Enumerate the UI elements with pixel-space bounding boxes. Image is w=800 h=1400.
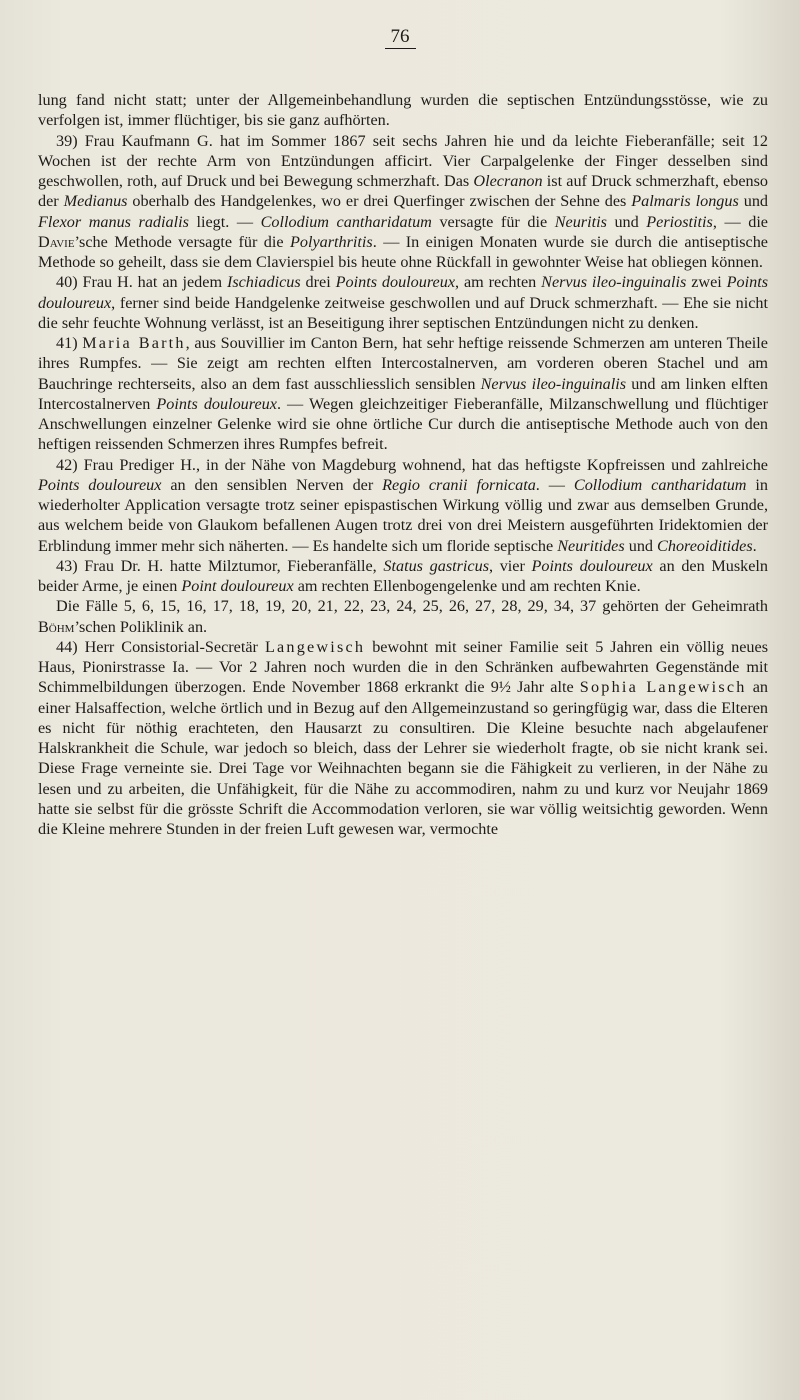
paragraph: lung fand nicht statt; unter der Allgemeinbehandlung wurden die septischen Entzündungsstösse, wie zu verfolgen ist, immer flüchtiger, bis sie ganz aufhörten. [38,91,768,130]
page-body-text [38,90,768,839]
paragraph: Die Fälle 5, 6, 15, 16, 17, 18, 19, 20, 21, 22, 23, 24, 25, 26, 27, 28, 29, 34, 37 gehörten der Geheimrath Böhm’schen Poliklinik an. [38,597,768,636]
paragraph: 42) Frau Prediger H., in der Nähe von Magdeburg wohnend, hat das heftigste Kopfreissen und zahlreiche Points douloureux an den sensiblen Nerven der Regio cranii fornicata. — Collodium cantharidatum in wiederholter Application versagte trotz seiner epispastischen Wirkung völlig und zwar aus demselben Grunde, aus welchem beide von Glaukom befallenen Augen trotz drei von drei Meistern ausgeführten Iridektomien der Erblindung immer mehr sich näherten. — Es handelte sich um floride septische Neuritides und Choreoiditides. [38,455,769,555]
paragraph: 40) Frau H. hat an jedem Ischiadicus drei Points douloureux, am rechten Nervus ileo-inguinalis zwei Points douloureux, ferner sind beide Handgelenke zeitweise geschwollen und auf Druck schmerzhaft. — Ehe sie nicht die sehr feuchte Wohnung verlässt, ist an Beseitigung ihrer septischen Entzündungen nicht zu denken. [38,273,769,332]
page-number-text: 76 [385,26,416,49]
paragraph: 39) Frau Kaufmann G. hat im Sommer 1867 seit sechs Jahren hie und da leichte Fieberanfälle; seit 12 Wochen ist der rechte Arm von Entzündungen afficirt. Vier Carpalgelenke der Finger desselben sind geschwollen, roth, auf Druck und bei Bewegung schmerzhaft. Das Olecranon ist auf Druck schmerzhaft, ebenso der Medianus oberhalb des Handgelenkes, wo er drei Querfinger zwischen der Sehne des Palmaris longus und Flexor manus radialis liegt. — Collodium cantharidatum versagte für die Neuritis und Periostitis, — die Davie’sche Methode versagte für die Polyarthritis. — In einigen Monaten wurde sie durch die antiseptische Methode so geheilt, dass sie dem Clavierspiel bis heute ohne Rückfall in gewohnter Weise hat obliegen können. [38,131,769,271]
paragraph: 43) Frau Dr. H. hatte Milztumor, Fieberanfälle, Status gastricus, vier Points douloureux an den Muskeln beider Arme, je einen Point douloureux am rechten Ellenbogengelenke und am rechten Knie. [38,556,769,595]
paragraph: 44) Herr Consistorial-Secretär Langewisch bewohnt mit seiner Familie seit 5 Jahren ein völlig neues Haus, Pionirstrasse Ia. — Vor 2 Jahren noch wurden die in den Schränken aufbewahrten Gegenstände mit Schimmelbildungen überzogen. Ende November 1868 erkrankt die 9½ Jahr alte Sophia Langewisch an einer Halsaffection, welche örtlich und in Bezug auf den Allgemeinzustand so geringfügig war, dass die Elteren es nicht für nöthig erachteten, den Hausarzt zu consultiren. Die Kleine besuchte nach abgelaufener Halskrankheit die Schule, war jedoch so bleich, dass der Lehrer sie wiederholt fragte, ob sie nicht krank sei. Diese Frage verneinte sie. Drei Tage vor Weihnachten begann sie die Fähigkeit zu verlieren, in der Nähe zu lesen und zu arbeiten, die Unfähigkeit, für die Nähe zu accommodiren, nahm zu und kurz vor Neujahr 1869 hatte sie selbst für die grösste Schrift die Accommodation verloren, sie war völlig weitsichtig geworden. Wenn die Kleine mehrere Stunden in der freien Luft gewesen war, vermochte [38,637,769,838]
paragraph: 41) Maria Barth, aus Souvillier im Canton Bern, hat sehr heftige reissende Schmerzen am unteren Theile ihres Rumpfes. — Sie zeigt am rechten elften Intercostalnerven, am vorderen oberen Stachel und am Bauchringe rechterseits, also an dem fast ausschliesslich sensiblen Nervus ileo-inguinalis und am linken elften Intercostalnerven Points douloureux. — Wegen gleichzeitiger Fieberanfälle, Milzanschwellung und flüchtiger Anschwellungen einzelner Gelenke wird sie ohne örtliche Cur durch die antiseptische Methode auch von den heftigen reissenden Schmerzen ihres Rumpfes befreit. [38,334,769,454]
page-number [0,26,800,49]
